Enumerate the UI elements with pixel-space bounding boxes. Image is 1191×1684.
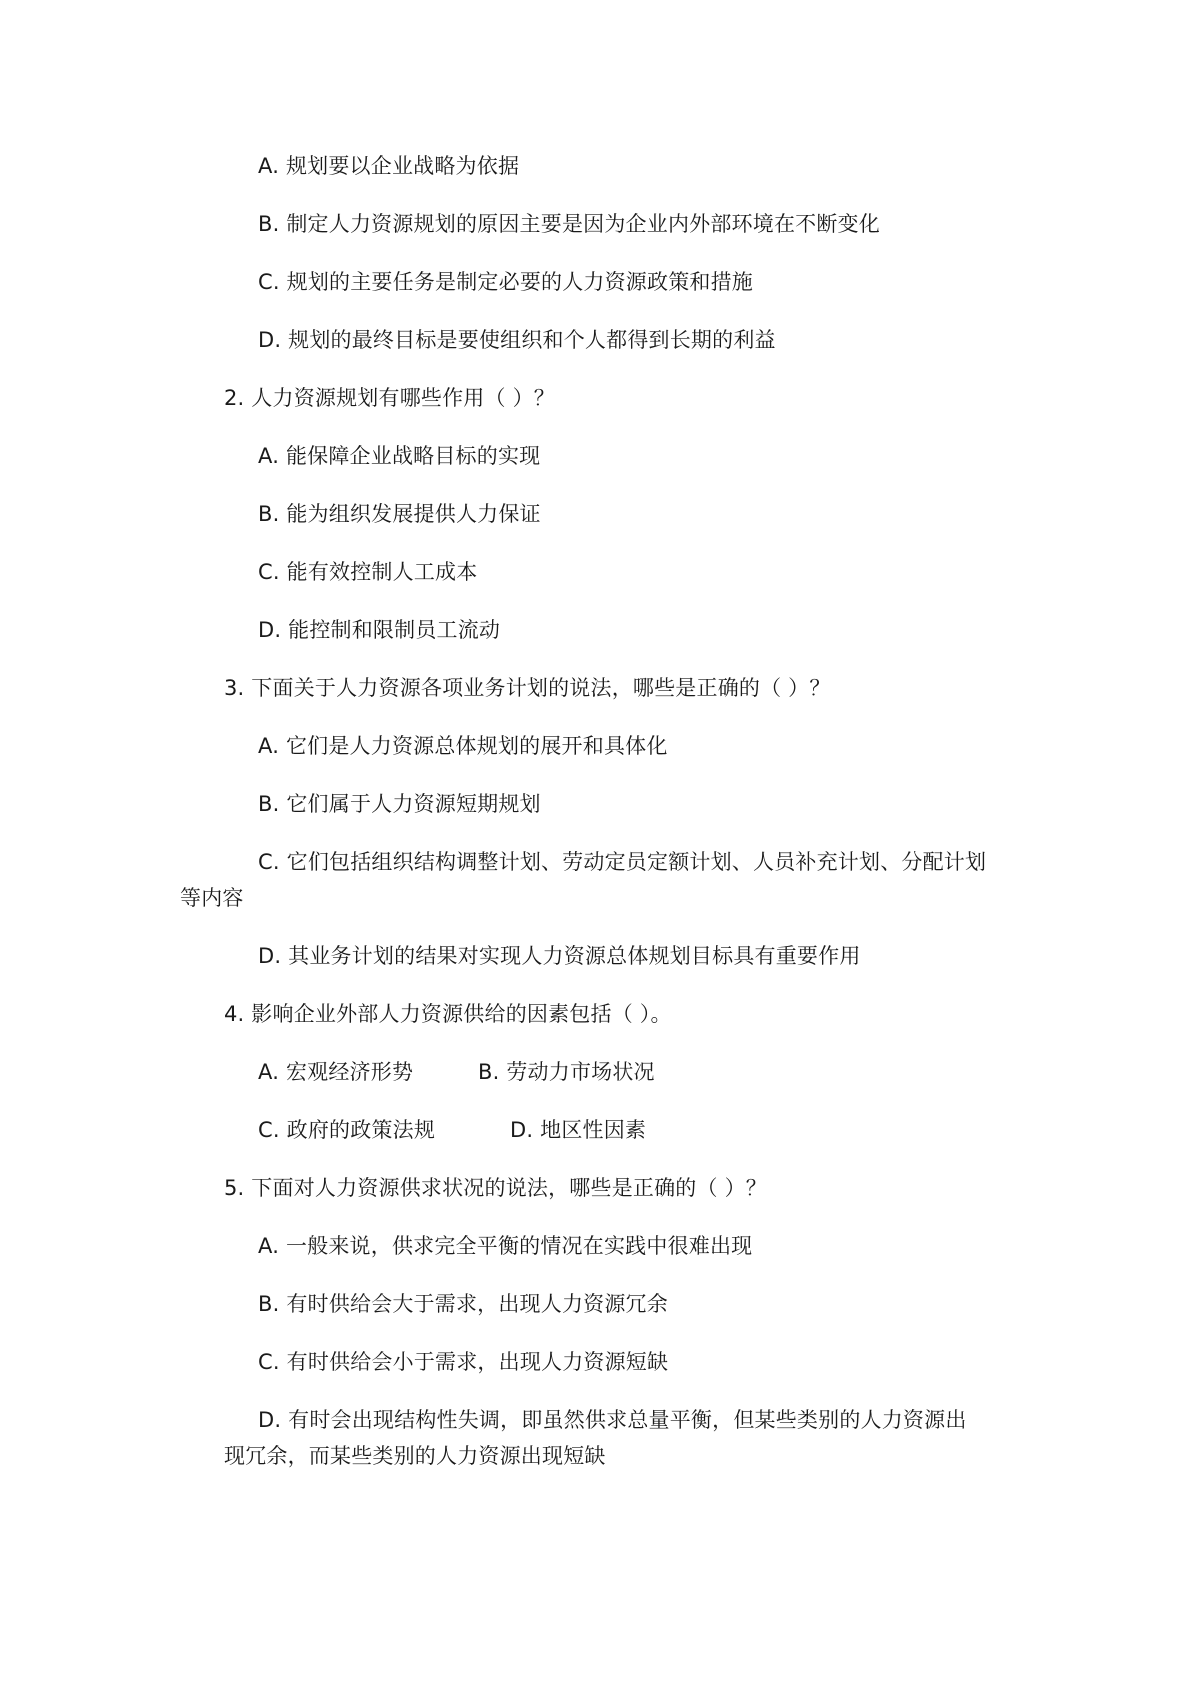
q1-option-b: B. 制定人力资源规划的原因主要是因为企业内外部环境在不断变化	[258, 212, 880, 236]
q5-option-b: B. 有时供给会大于需求，出现人力资源冗余	[258, 1292, 668, 1316]
q4-stem: 4. 影响企业外部人力资源供给的因素包括（ ）。	[224, 1002, 672, 1026]
q4-option-c: C. 政府的政策法规	[258, 1118, 436, 1142]
q2-option-b: B. 能为组织发展提供人力保证	[258, 502, 541, 526]
q4-option-b: B. 劳动力市场状况	[478, 1060, 655, 1084]
q3-stem: 3. 下面关于人力资源各项业务计划的说法，哪些是正确的（ ）？	[224, 676, 831, 700]
q1-option-d: D. 规划的最终目标是要使组织和个人都得到长期的利益	[258, 328, 776, 352]
q4-option-d: D. 地区性因素	[510, 1118, 647, 1142]
q3-option-c: C. 它们包括组织结构调整计划、劳动定员定额计划、人员补充计划、分配计划	[258, 850, 987, 874]
q2-option-a: A. 能保障企业战略目标的实现	[258, 444, 541, 468]
q5-option-c: C. 有时供给会小于需求，出现人力资源短缺	[258, 1350, 669, 1374]
q5-option-d: D. 有时会出现结构性失调，即虽然供求总量平衡，但某些类别的人力资源出	[258, 1408, 967, 1432]
q3-option-b: B. 它们属于人力资源短期规划	[258, 792, 541, 816]
q2-option-c: C. 能有效控制人工成本	[258, 560, 478, 584]
q2-stem: 2. 人力资源规划有哪些作用（ ）？	[224, 386, 555, 410]
q5-option-d-continuation: 现冗余，而某些类别的人力资源出现短缺	[224, 1444, 606, 1468]
q1-option-a: A. 规划要以企业战略为依据	[258, 154, 520, 178]
q2-option-d: D. 能控制和限制员工流动	[258, 618, 501, 642]
q4-option-a: A. 宏观经济形势	[258, 1060, 414, 1084]
q5-option-a: A. 一般来说，供求完全平衡的情况在实践中很难出现	[258, 1234, 753, 1258]
q3-option-a: A. 它们是人力资源总体规划的展开和具体化	[258, 734, 668, 758]
q3-option-c-continuation: 等内容	[180, 886, 244, 910]
q3-option-d: D. 其业务计划的结果对实现人力资源总体规划目标具有重要作用	[258, 944, 861, 968]
q5-stem: 5. 下面对人力资源供求状况的说法，哪些是正确的（ ）？	[224, 1176, 767, 1200]
q1-option-c: C. 规划的主要任务是制定必要的人力资源政策和措施	[258, 270, 754, 294]
